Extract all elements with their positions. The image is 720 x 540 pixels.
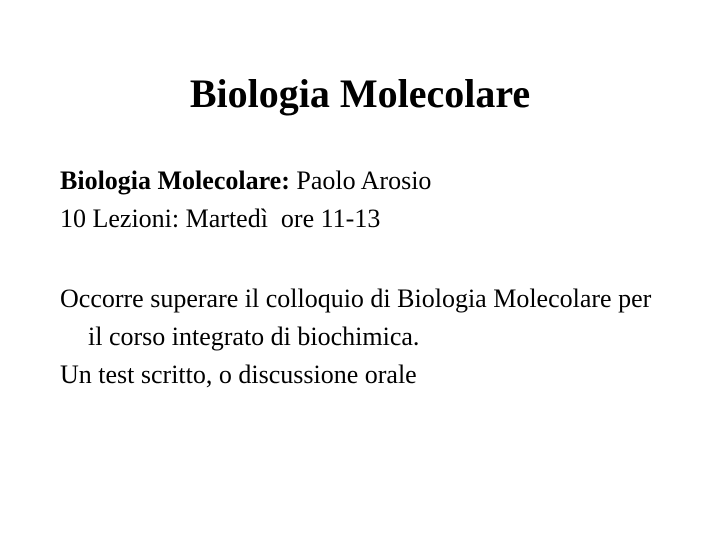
course-label: Biologia Molecolare: (60, 166, 290, 195)
instructor-name: Paolo Arosio (296, 166, 432, 195)
spacer (60, 238, 660, 280)
requirement-paragraph: Occorre superare il colloquio di Biologia Molecolare per il corso integrato di biochimica. (60, 284, 652, 351)
lessons-line: 10 Lezioni: Martedì ore 11-13 (60, 204, 381, 233)
slide-body (60, 162, 660, 394)
test-line: Un test scritto, o discussione orale (60, 360, 417, 389)
slide-title: Biologia Molecolare (189, 71, 531, 116)
course-line (60, 162, 660, 200)
